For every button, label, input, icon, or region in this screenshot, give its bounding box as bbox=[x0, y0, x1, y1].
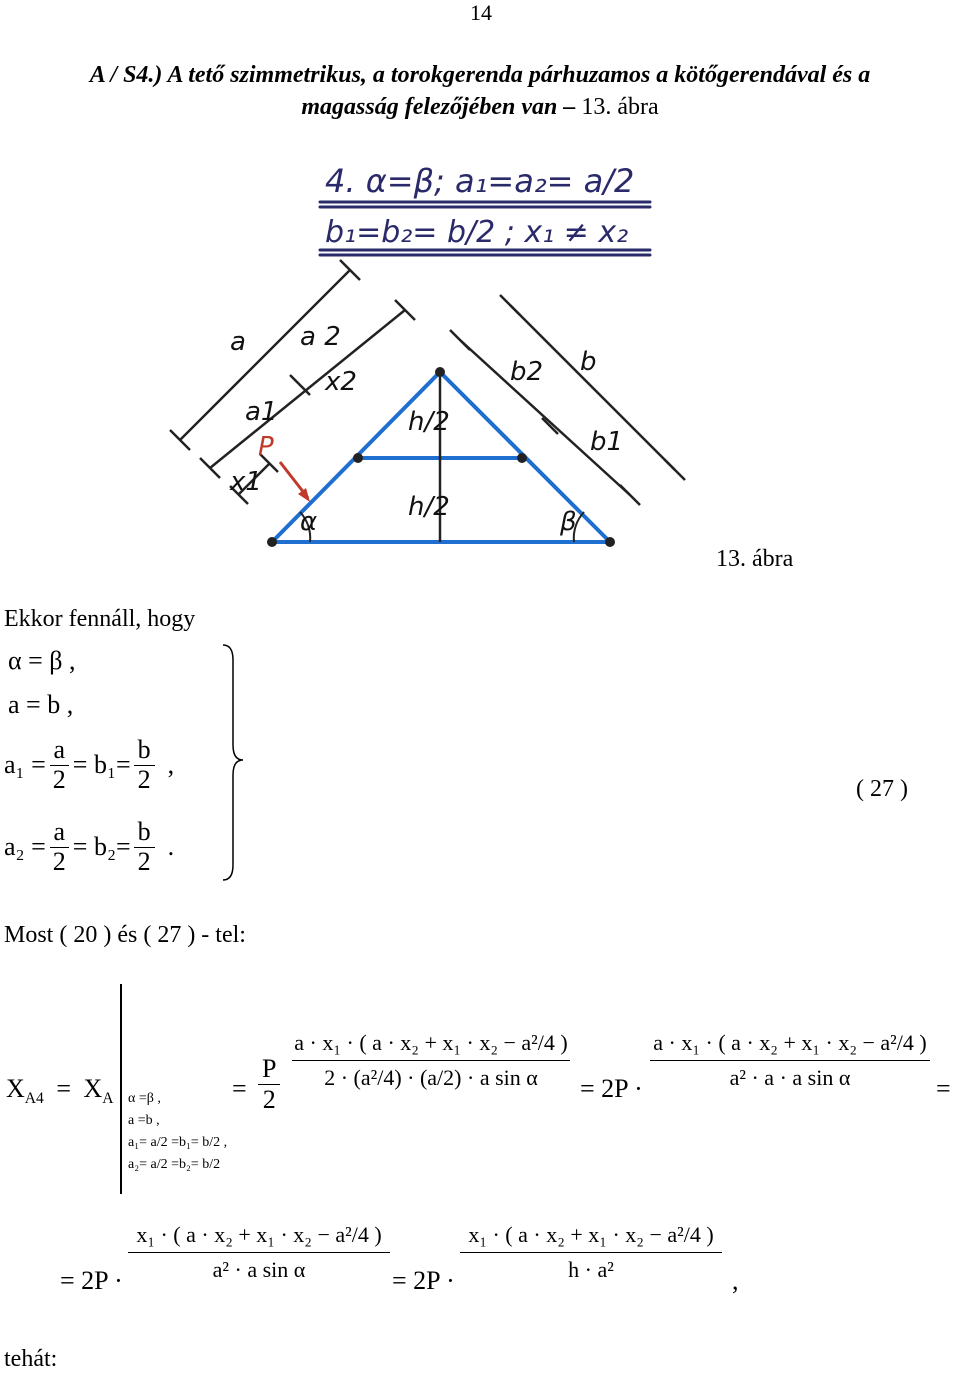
figure-caption: 13. ábra bbox=[716, 546, 794, 572]
row2-end: , bbox=[732, 1266, 739, 1295]
frac-b-half: $\frac{b}{2}$ bbox=[134, 736, 155, 794]
evaluation-bar bbox=[120, 984, 122, 1194]
term4-fraction: x₁ · ( a · x₂ + x₁ · x₂ − a²/4 ) h · a² bbox=[460, 1222, 722, 1283]
label-x2: x2 bbox=[325, 367, 357, 397]
condition-line1: α = β , bbox=[8, 646, 76, 675]
frac-a-half: $\frac{a}{2}$ bbox=[49, 736, 70, 794]
label-b1: b1 bbox=[590, 427, 624, 457]
cond4-period: . bbox=[167, 832, 175, 862]
transition-text: Most ( 20 ) és ( 27 ) - tel: bbox=[4, 922, 246, 948]
label-b: b bbox=[580, 347, 597, 377]
label-a: a bbox=[230, 327, 246, 357]
page-number: 14 bbox=[470, 0, 492, 25]
label-b2: b2 bbox=[510, 357, 544, 387]
lhs-xa4: $X_{A4} = X_A$ bbox=[6, 1074, 114, 1108]
figure-title-line2: b₁=b₂= b/2 ; x₁ ≠ x₂ bbox=[325, 215, 629, 250]
figure-title-line1: 4. α=β; a₁=a₂= a/2 bbox=[325, 162, 635, 200]
label-h2-top: h/2 bbox=[408, 407, 450, 437]
term4-coef: = 2P · bbox=[392, 1266, 455, 1295]
condition-line3 bbox=[4, 736, 174, 794]
cond4-left: a₂ = bbox=[4, 832, 46, 862]
equation-number: ( 27 ) bbox=[856, 776, 908, 802]
evaluation-conditions: α =β , a =b , a₁= a/2 =b₁= b/2 , a₂= a/2 =b₂= b/2 bbox=[128, 1091, 228, 1172]
footer-text: tehát: bbox=[4, 1346, 58, 1372]
term1-fraction: a · x₁ · ( a · x₂ + x₁ · x₂ − a²/4 ) 2 · (a²/4) · (a/2) · a sin α bbox=[292, 1030, 570, 1091]
cond4-mid: = b₂= bbox=[72, 832, 131, 862]
heading-italic-text: magasság felezőjében van – bbox=[301, 94, 576, 120]
cond3-comma: , bbox=[167, 750, 175, 780]
label-beta: β bbox=[560, 507, 577, 537]
roof-truss-figure bbox=[150, 150, 710, 570]
condition-line4 bbox=[4, 818, 174, 876]
label-x1: x1 bbox=[230, 467, 262, 497]
frac-a-half-2: $\frac{a}{2}$ bbox=[49, 818, 70, 876]
section-heading-line1: A / S4.) A tető szimmetrikus, a torokgerenda párhuzamos a kötőgerendával és a bbox=[89, 62, 871, 88]
label-h2-bottom: h/2 bbox=[408, 492, 450, 522]
section-heading-line2 bbox=[0, 94, 960, 121]
condition-line2: a = b , bbox=[8, 690, 74, 719]
label-alpha: α bbox=[300, 507, 318, 537]
conditions-intro: Ekkor fennáll, hogy bbox=[4, 606, 196, 632]
right-brace bbox=[218, 640, 248, 885]
label-a1: a1 bbox=[245, 397, 278, 427]
label-a2: a 2 bbox=[300, 322, 341, 352]
term2-fraction: a · x₁ · ( a · x₂ + x₁ · x₂ − a²/4 ) a² · a · a sin α bbox=[650, 1030, 930, 1091]
heading-figure-ref: 13. ábra bbox=[581, 94, 659, 120]
frac-b-half-2: $\frac{b}{2}$ bbox=[134, 818, 155, 876]
eq-sign-1: = bbox=[232, 1074, 247, 1103]
row1-tail-eq: = bbox=[936, 1074, 951, 1103]
cond3-mid: = b₁= bbox=[72, 750, 131, 780]
term2-coef: = 2P · bbox=[580, 1074, 643, 1103]
p-over-2: P 2 bbox=[258, 1054, 280, 1115]
term3-fraction: x₁ · ( a · x₂ + x₁ · x₂ − a²/4 ) a² · a sin α bbox=[128, 1222, 390, 1283]
row2-coef: = 2P · bbox=[60, 1266, 123, 1295]
label-P: P bbox=[258, 432, 274, 462]
cond3-left: a₁ = bbox=[4, 750, 46, 780]
